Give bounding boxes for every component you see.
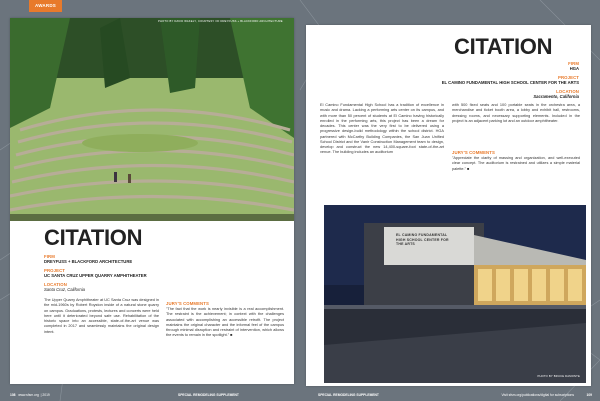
jury-comments-label: JURY'S COMMENTS: [166, 301, 209, 306]
arts-center-photo: [324, 205, 586, 383]
location-value: Santa Cruz, California: [44, 287, 85, 292]
project-label: PROJECT: [44, 268, 65, 273]
location-label: LOCATION: [44, 282, 67, 287]
section-tab: AWARDS: [29, 0, 62, 12]
article-body-col1: El Camino Fundamental High School has a tradition of excellence in music and drama. Lacking a performing arts center on its campus, and with more than 50 percent of students at El Camino having historically enrolled in the performing arts, this project has been a dream for decades. This center was the very first to be delivered using a progressive design-build methodology within the school district. HGA partnered with McCarthy Building Companies, the San Juan Unified School District and the Vanir Construction Management team to design, develop and construct the new 14,400-square-foot state-of-the-art venue. The building includes an auditorium: [320, 103, 444, 155]
firm-label: FIRM: [568, 61, 579, 66]
left-article-card: [10, 18, 294, 384]
footer-site[interactable]: www.sfsm.org: [18, 393, 39, 397]
article-body-col2: with 500 fixed seats and 100 portable seats in the orchestra area, a merchandise and ticket booth area, a lobby and exhibit hall, restrooms, dressing rooms, and necessary supporting elements. Included in the project is an adjacent parking lot and an outdoor amphitheater.: [452, 103, 580, 123]
project-label: PROJECT: [558, 75, 579, 80]
article-body: The Upper Quarry Amphitheater at UC Santa Cruz was designed in the mid-1960s by Robert Royston inside of a natural stone quarry on campus. Graduations, protests, lectures and concerts were held here until it deteriorated beyond safe use. Rehabilitation of the historic space into an accessible, state-of-the-art venue was completed in 2017 and seamlessly maintains the original design intent.: [44, 298, 159, 334]
location-label: LOCATION: [556, 89, 579, 94]
jury-comments-text: "Appreciate the clarity of massing and organization, and well-executed clear concept. The auditorium is restrained and utilizes a simple material palette." ■: [452, 156, 580, 171]
right-footer-left: SPECIAL REMODELING SUPPLEMENT: [318, 393, 379, 397]
right-article-card: [306, 25, 591, 386]
citation-heading: CITATION: [454, 34, 553, 59]
location-value: Sacramento, California: [533, 94, 579, 99]
firm-value: DREYFUSS + BLACKFORD ARCHITECTURE: [44, 259, 133, 264]
project-value: EL CAMINO FUNDAMENTAL HIGH SCHOOL CENTER FOR THE ARTS: [441, 80, 579, 85]
project-value: UC SANTA CRUZ UPPER QUARRY AMPHITHEATER: [44, 273, 147, 278]
amphitheater-photo: [10, 18, 294, 221]
jury-comments-text: "The fact that the work is nearly invisible is a real accomplishment. The restraint is the achievement; in context with the challenges associated with accomplishing an accessible retrofit. The project maintains the original character and the informal feel of the campus through minimal disruption and restraint of intervention, which allows the events to remain in the spotlight." ■: [166, 307, 284, 338]
building-illustration: [324, 205, 586, 383]
jury-comments-label: JURY'S COMMENTS: [452, 150, 495, 155]
page-number: 109: [586, 393, 592, 397]
footer-date: 2019: [42, 393, 50, 397]
citation-heading: CITATION: [44, 225, 143, 250]
photo-credit: PHOTO BY DAVID WAKELY, COURTESY OF DREYFUSS + BLACKFORD ARCHITECTURE: [158, 20, 283, 23]
left-footer: 108 www.sfsm.org | 2019: [10, 393, 50, 397]
amphitheater-illustration: [10, 18, 294, 221]
building-sign: EL CAMINO FUNDAMENTAL HIGH SCHOOL CENTER FOR THE ARTS: [396, 233, 449, 246]
firm-label: FIRM: [44, 254, 55, 259]
firm-value: HGA: [569, 66, 579, 71]
right-page: [300, 0, 600, 401]
right-footer-right[interactable]: Visit sfsm.org/publications/digital for subscriptions: [501, 393, 574, 397]
left-footer-center: SPECIAL REMODELING SUPPLEMENT: [178, 393, 239, 397]
photo-credit: PHOTO BY BRUCE DAMONTE: [537, 375, 580, 378]
page-number: 108: [10, 393, 16, 397]
